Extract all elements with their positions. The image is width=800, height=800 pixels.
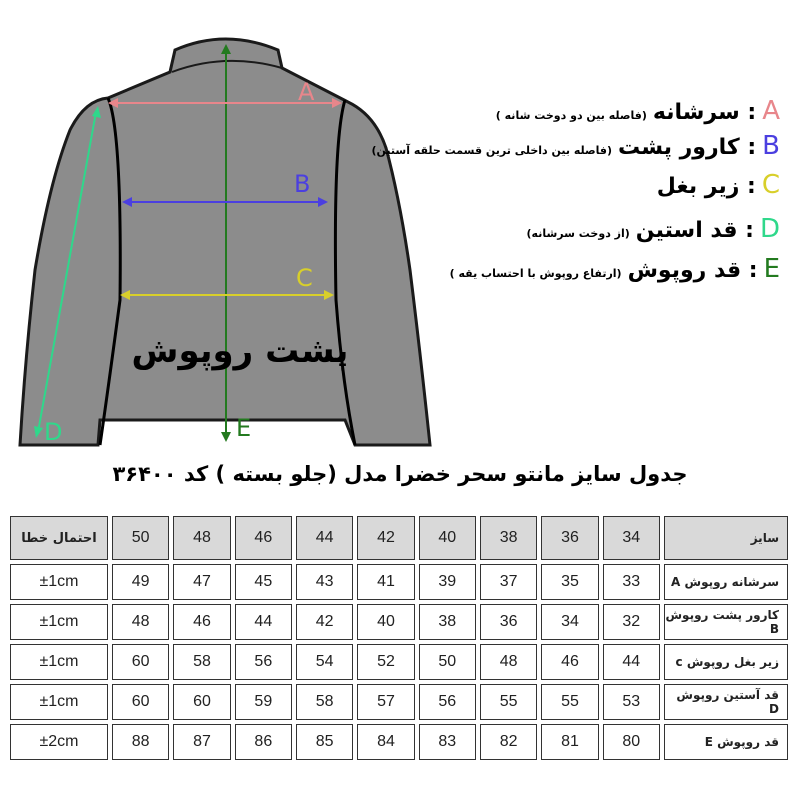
value-cell: 43 <box>296 564 353 600</box>
value-cell: 55 <box>541 684 598 720</box>
back-label: پشت روپوش <box>131 331 349 371</box>
size-header-cell: 48 <box>173 516 230 560</box>
value-cell: 87 <box>173 724 230 760</box>
value-cell: 50 <box>419 644 476 680</box>
size-header-cell: 36 <box>541 516 598 560</box>
value-cell: 44 <box>235 604 292 640</box>
value-cell: 42 <box>296 604 353 640</box>
legend-note: (از دوخت سرشانه) <box>526 227 630 240</box>
size-table <box>6 512 792 764</box>
value-cell: 55 <box>480 684 537 720</box>
value-cell: 41 <box>357 564 414 600</box>
tolerance-cell: ±1cm <box>10 684 108 720</box>
size-header-label: سایز <box>664 516 788 560</box>
value-cell: 37 <box>480 564 537 600</box>
table-row <box>10 684 788 720</box>
diagram-letter-d: D <box>44 418 63 446</box>
diagram-letter-e: E <box>236 414 252 442</box>
value-cell: 60 <box>112 684 169 720</box>
value-cell: 59 <box>235 684 292 720</box>
value-cell: 57 <box>357 684 414 720</box>
value-cell: 47 <box>173 564 230 600</box>
row-label: قد آستین روپوش D <box>664 684 788 720</box>
value-cell: 81 <box>541 724 598 760</box>
legend-title: : زیر بغل <box>656 174 756 199</box>
size-header-cell: 40 <box>419 516 476 560</box>
legend-row-e <box>450 254 780 284</box>
value-cell: 82 <box>480 724 537 760</box>
value-cell: 40 <box>357 604 414 640</box>
legend-letter: E <box>763 254 780 284</box>
value-cell: 52 <box>357 644 414 680</box>
diagram-letter-b: B <box>294 170 311 198</box>
row-label: کارور پشت روپوش B <box>664 604 788 640</box>
legend-title: : کارور پشت <box>618 135 757 160</box>
value-cell: 38 <box>419 604 476 640</box>
legend-note: (فاصله بین دو دوخت شانه ) <box>495 109 647 122</box>
value-cell: 60 <box>112 644 169 680</box>
table-header-row <box>10 516 788 560</box>
size-header-cell: 38 <box>480 516 537 560</box>
value-cell: 32 <box>603 604 660 640</box>
size-header-cell: 46 <box>235 516 292 560</box>
value-cell: 46 <box>173 604 230 640</box>
value-cell: 35 <box>541 564 598 600</box>
legend-row-d <box>527 214 780 244</box>
legend-letter: A <box>762 96 780 126</box>
legend-note: (فاصله بین داخلی ترین قسمت حلقه آستین) <box>371 144 613 157</box>
tolerance-cell: ±2cm <box>10 724 108 760</box>
legend-row-c <box>657 170 780 200</box>
value-cell: 60 <box>173 684 230 720</box>
value-cell: 45 <box>235 564 292 600</box>
size-header-cell: 44 <box>296 516 353 560</box>
value-cell: 56 <box>235 644 292 680</box>
tolerance-cell: ±1cm <box>10 644 108 680</box>
tolerance-cell: ±1cm <box>10 604 108 640</box>
size-header-cell: 50 <box>112 516 169 560</box>
legend-row-b <box>372 131 781 161</box>
table-row <box>10 724 788 760</box>
legend-letter: D <box>759 214 780 244</box>
legend-letter: C <box>761 170 780 200</box>
value-cell: 36 <box>480 604 537 640</box>
value-cell: 58 <box>173 644 230 680</box>
row-label: قد روپوش E <box>664 724 788 760</box>
value-cell: 44 <box>603 644 660 680</box>
tolerance-header: احتمال خطا <box>10 516 108 560</box>
tolerance-cell: ±1cm <box>10 564 108 600</box>
value-cell: 83 <box>419 724 476 760</box>
value-cell: 49 <box>112 564 169 600</box>
value-cell: 34 <box>541 604 598 640</box>
legend-title: : سرشانه <box>652 100 757 125</box>
value-cell: 84 <box>357 724 414 760</box>
value-cell: 33 <box>603 564 660 600</box>
value-cell: 56 <box>419 684 476 720</box>
legend-note: (ارتفاع روپوش با احتساب یقه ) <box>449 267 622 280</box>
value-cell: 80 <box>603 724 660 760</box>
legend-title: : قد روپوش <box>627 258 758 283</box>
legend-title: : قد استین <box>635 218 754 243</box>
value-cell: 54 <box>296 644 353 680</box>
value-cell: 46 <box>541 644 598 680</box>
table-row <box>10 644 788 680</box>
value-cell: 48 <box>112 604 169 640</box>
diagram-letter-a: A <box>298 78 315 106</box>
value-cell: 39 <box>419 564 476 600</box>
size-header-cell: 42 <box>357 516 414 560</box>
value-cell: 58 <box>296 684 353 720</box>
legend-row-a <box>496 96 780 126</box>
legend-letter: B <box>762 131 780 161</box>
value-cell: 85 <box>296 724 353 760</box>
size-header-cell: 34 <box>603 516 660 560</box>
table-title: جدول سایز مانتو سحر خضرا مدل (جلو بسته ) کد ۳۶۴۰۰ <box>112 462 688 486</box>
table-row <box>10 604 788 640</box>
row-label: زیر بغل روپوش c <box>664 644 788 680</box>
diagram-letter-c: C <box>296 264 313 292</box>
value-cell: 86 <box>235 724 292 760</box>
value-cell: 48 <box>480 644 537 680</box>
value-cell: 53 <box>603 684 660 720</box>
value-cell: 88 <box>112 724 169 760</box>
table-row <box>10 564 788 600</box>
row-label: سرشانه روپوش A <box>664 564 788 600</box>
